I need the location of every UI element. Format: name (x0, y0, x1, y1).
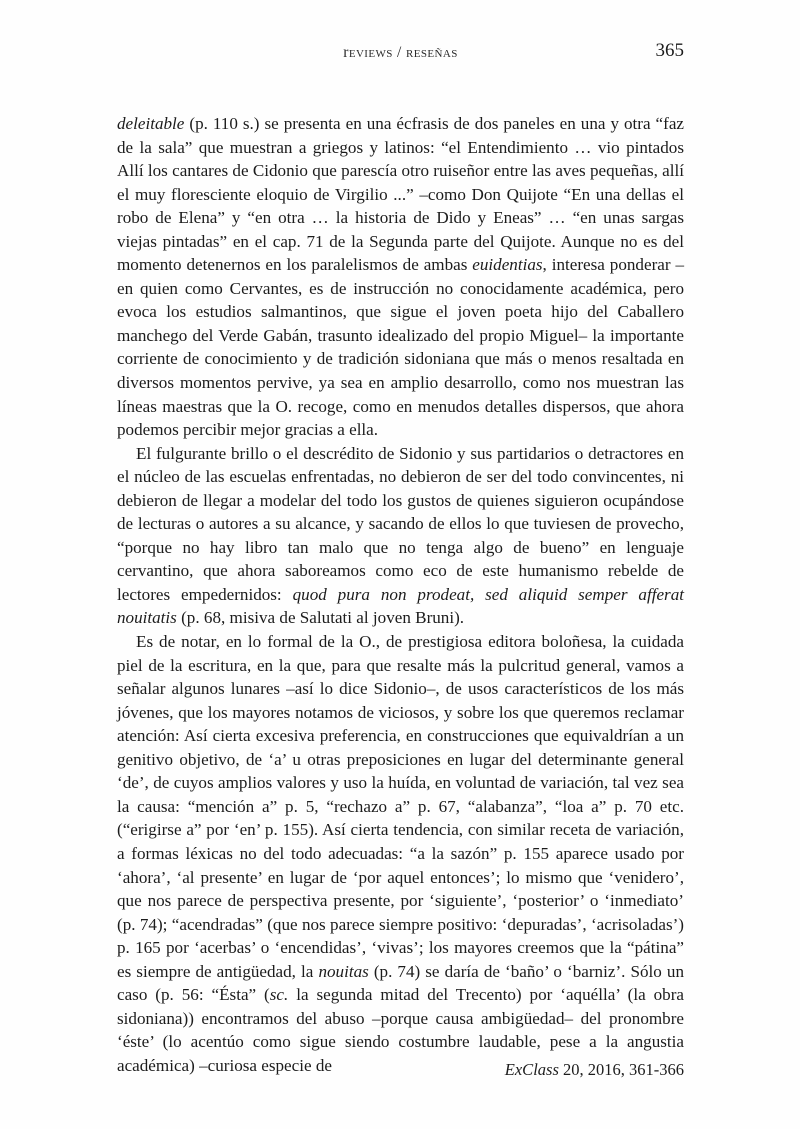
body-text (117, 112, 684, 1077)
italic-run: deleitable (117, 114, 185, 133)
italic-run: euidentias (472, 255, 543, 275)
journal-name: ExClass (504, 1060, 559, 1079)
italic-run: nouitas (318, 961, 369, 981)
text-run: (p. 74) se daría de ‘baño’ o ‘barniz’. Sólo un caso (p. 56: “Ésta” ( (117, 961, 684, 1005)
italic-run: quod pura non prodeat, sed aliquid semper afferat nouitatis (117, 584, 684, 628)
page-number: 365 (655, 40, 684, 61)
italic-run: sc. (269, 985, 289, 1005)
running-head-title: reviews / reseñas (343, 44, 458, 61)
text-run: la segunda mitad del Trecento) por ‘aquélla’ (la obra sidoniana)) encontramos del abuso –porque causa ambigüedad– del pronombre ‘éste’ (lo acentúo como sigue siendo costumbre laudable, pese a la angustia académica) –curiosa especie de (117, 985, 684, 1075)
text-run: (p. 68, misiva de Salutati al joven Bruni). (176, 608, 465, 628)
para-3 (117, 630, 684, 1077)
running-head (117, 40, 684, 68)
para-1 (117, 112, 684, 442)
text-run: (p. 110 s.) se presenta en una écfrasis de dos paneles en una y otra “faz de la sala” que muestran a griegos y latinos: “el Entendimiento … vio pintados Allí los cantares de Cidonio que parescía otro ruiseñor entre las aves pequeñas, allí el muy floresciente eloquio de Virgilio ...” –como Don Quijote “En una dellas el robo de Elena” y “en otra … la historia de Dido y Eneas” … “en unas sargas viejas pintadas” en el cap. 71 de la Segunda parte del Quijote. Aunque no es del momento detenernos en los paralelismos de ambas (117, 114, 684, 275)
text-run: Es de notar, en lo formal de la O., de prestigiosa editora boloñesa, la cuidada piel de la escritura, en la que, para que resalte más la pulcritud general, vamos a señalar algunos lunares –así lo dice Sidonio–, de usos característicos de los más jóvenes, que los mayores notamos de viciosos, y sobre los que queremos reclamar atención: Así cierta excesiva preferencia, en construcciones que equivaldrían a un genitivo objetivo, de ‘a’ u otras preposiciones en lugar del determinante general ‘de’, de cuyos amplios valores y uso la huída, en voluntad de variación, tal vez sea la causa: “mención a” p. 5, “rechazo a” p. 67, “alabanza”, “loa a” p. 70 etc. (“erigirse a” por ‘en’ p. 155). Así cierta tendencia, con similar receta de variación, a formas léxicas no del todo adecuadas: “a la sazón” p. 155 aparece usado por ‘ahora’, ‘al presente’ en lugar de ‘por aquel entonces’; lo mismo que ‘venidero’, que nos parece de perspectiva presente, por ‘siguiente’, ‘posterior’ o ‘inmediato’ (p. 74); “acendradas” (que nos parece siempre positivo: ‘depuradas’, ‘acrisoladas’) p. 165 por ‘acerbas’ o ‘encendidas’, ‘vivas’; los mayores creemos que la “pátina” es siempre de antigüedad, la (117, 632, 684, 981)
text-run: El fulgurante brillo o el descrédito de Sidonio y sus partidarios o detractores en el núcleo de las escuelas enfrentadas, no debieron de ser del todo convincentes, ni debieron de llegar a modelar del todo los gustos de quienes siguieron ocupándose de lecturas o autores a su alcance, y sacando de ellos lo que tuviesen de provecho, “porque no hay libro tan malo que no tenga algo de bueno” en lenguaje cervantino, que ahora saboreamos como eco de este humanismo rebelde de lectores empedernidos: (117, 443, 684, 604)
journal-citation: 20, 2016, 361-366 (558, 1060, 684, 1079)
text-run: , interesa ponderar –en quien como Cervantes, es de instrucción no conocidamente académica, pero evoca los estudios salmantinos, que sigue el joven poeta hijo del Caballero manchego del Verde Gabán, trasunto idealizado del propio Miguel– la importante corriente de conocimiento y de tradición sidoniana que más o menos resaltada en diversos momentos pervive, ya sea en amplio desarrollo, como nos muestran las líneas maestras que la O. recoge, como en menudos detalles dispersos, que ahora podemos percibir mejor gracias a ella. (117, 255, 684, 440)
para-2 (117, 442, 684, 630)
footer-citation (117, 1060, 684, 1080)
